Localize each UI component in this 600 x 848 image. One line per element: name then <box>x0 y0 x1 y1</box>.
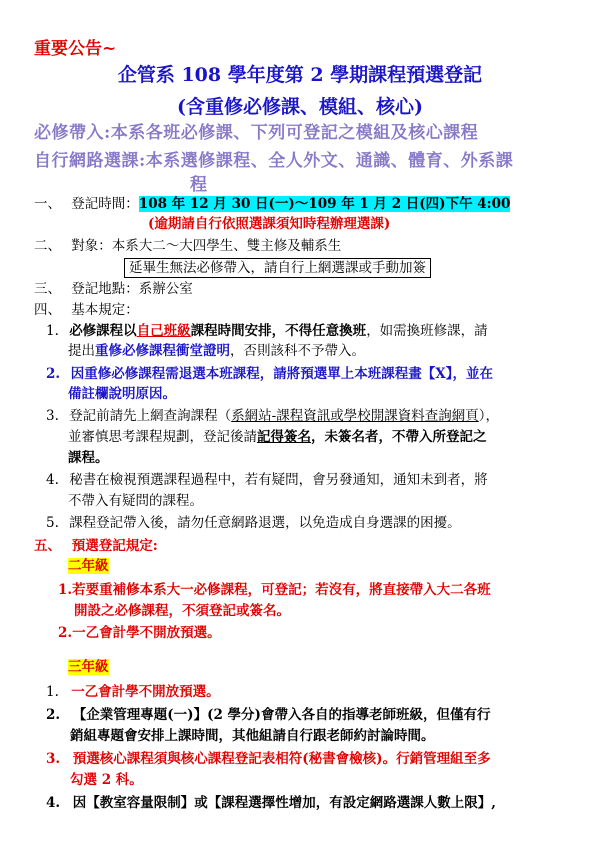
section-1-number: 一、 <box>34 196 61 212</box>
rule-1-cont: 提出重修必修課程衝堂證明，否則該科不予帶入。 <box>68 343 365 359</box>
rule-5: 5. 課程登記帶入後，請勿任意網路退選，以免造成自身選課的困擾。 <box>46 515 461 531</box>
section-2 <box>34 236 341 256</box>
preselection-rules-heading: 預選登記規定: <box>71 538 158 554</box>
course-query-reference: 系網站-課程資訊或學校開課資料查詢網頁 <box>231 408 479 424</box>
target-audience: 對象：本系大二～大四學生、雙主修及輔系生 <box>71 238 342 254</box>
self-enroll-line: 自行網路選課:本系選修課程、全人外文、通識、體育、外系課 <box>34 151 514 171</box>
rule-2: 2. 因重修必修課程需退選本班課程，請將預選單上本班課程畫【X】，並在 <box>46 366 494 382</box>
registration-location: 登記地點：系辦公室 <box>71 281 193 297</box>
own-class-text: 自己班級 <box>136 323 191 339</box>
rule-4-number: 4. <box>46 472 59 488</box>
registration-time: 108 年 12 月 30 日(一)～109 年 1 月 2 日(四)下午 4:00 <box>138 196 511 212</box>
self-enroll-line-cont: 程 <box>190 175 208 195</box>
year-3-rule-3-number: 3. <box>46 751 61 767</box>
rule-5-number: 5. <box>46 515 59 531</box>
section-5 <box>34 536 158 556</box>
year-3-rule-2: 2. 【企業管理專題(一)】(2 學分)會帶入各自的指導老師班級，但僅有行 <box>46 707 491 723</box>
year-3-label: 三年級 <box>68 659 109 675</box>
year-3-rule-3-cont: 勾選 2 科。 <box>70 772 143 788</box>
section-3 <box>34 279 193 299</box>
section-1 <box>34 194 510 214</box>
year-3-rule-1: 1. 一乙會計學不開放預選。 <box>46 684 220 700</box>
year-2-rule-2: 2.一乙會計學不開放預選。 <box>58 625 221 641</box>
year-3-rule-1-number: 1. <box>46 684 59 700</box>
remember-sign-text: 記得簽名 <box>257 429 311 445</box>
rule-3-cont: 並審慎思考課程規劃，登記後請記得簽名，未簽名者，不帶入所登記之 <box>68 429 487 445</box>
conflict-proof-text: 重修必修課程衝堂證明 <box>95 343 230 359</box>
basic-rules-heading: 基本規定： <box>71 302 139 318</box>
year-2-rule-1-cont: 開設之必修課程，不須登記或簽名。 <box>74 603 290 619</box>
rule-1: 1. 必修課程以自己班級課程時間安排，不得任意換班，如需換班修課，請 <box>46 323 488 339</box>
section-1-label: 登記時間： <box>71 196 139 212</box>
year-3-rule-2-number: 2. <box>46 707 61 723</box>
rule-2-number: 2. <box>46 366 61 382</box>
year-2-label: 二年級 <box>68 558 109 574</box>
section-5-number: 五、 <box>34 538 61 554</box>
section-2-number: 二、 <box>34 238 61 254</box>
delayed-graduation-box: 延畢生無法必修帶入，請自行上網選課或手動加簽 <box>124 258 431 278</box>
important-notice: 重要公告~ <box>34 39 117 59</box>
section-4-number: 四、 <box>34 302 61 318</box>
rule-4-cont: 不帶入有疑問的課程。 <box>68 493 203 509</box>
page-title: 企管系 108 學年度第 2 學期課程預選登記 <box>117 64 483 86</box>
rule-4: 4. 秘書在檢視預選課程過程中，若有疑問，會另發通知，通知未到者，將 <box>46 472 488 488</box>
rule-3: 3. 登記前請先上網查詢課程（系網站-課程資訊或學校開課資料查詢網頁）， <box>46 408 499 424</box>
year-3-rule-3: 3. 預選核心課程須與核心課程登記表相符(秘書會檢核)。行銷管理組至多 <box>46 751 491 767</box>
year-2-rule-1: 1.若要重補修本系大一必修課程，可登記；若沒有，將直接帶入大二各班 <box>58 582 491 598</box>
rule-3-cont-2: 課程。 <box>68 450 109 466</box>
year-3-rule-4: 4. 因【教室容量限制】或【課程選擇性增加，有設定網路選課人數上限】, <box>46 795 496 811</box>
year-3-rule-2-cont: 銷組專題會安排上課時間，其他組請自行跟老師約討論時間。 <box>70 728 435 744</box>
rule-2-cont: 備註欄說明原因。 <box>68 386 176 402</box>
rule-3-number: 3. <box>46 408 59 424</box>
year-3-rule-4-number: 4. <box>46 795 61 811</box>
late-note: (逾期請自行依照選課須知時程辦理選課) <box>148 216 391 232</box>
rule-1-number: 1. <box>46 323 59 339</box>
required-courses-line: 必修帶入:本系各班必修課、下列可登記之模組及核心課程 <box>34 123 479 143</box>
section-3-number: 三、 <box>34 281 61 297</box>
page-subtitle: (含重修必修課、模組、核心) <box>177 96 423 118</box>
section-4 <box>34 300 139 320</box>
